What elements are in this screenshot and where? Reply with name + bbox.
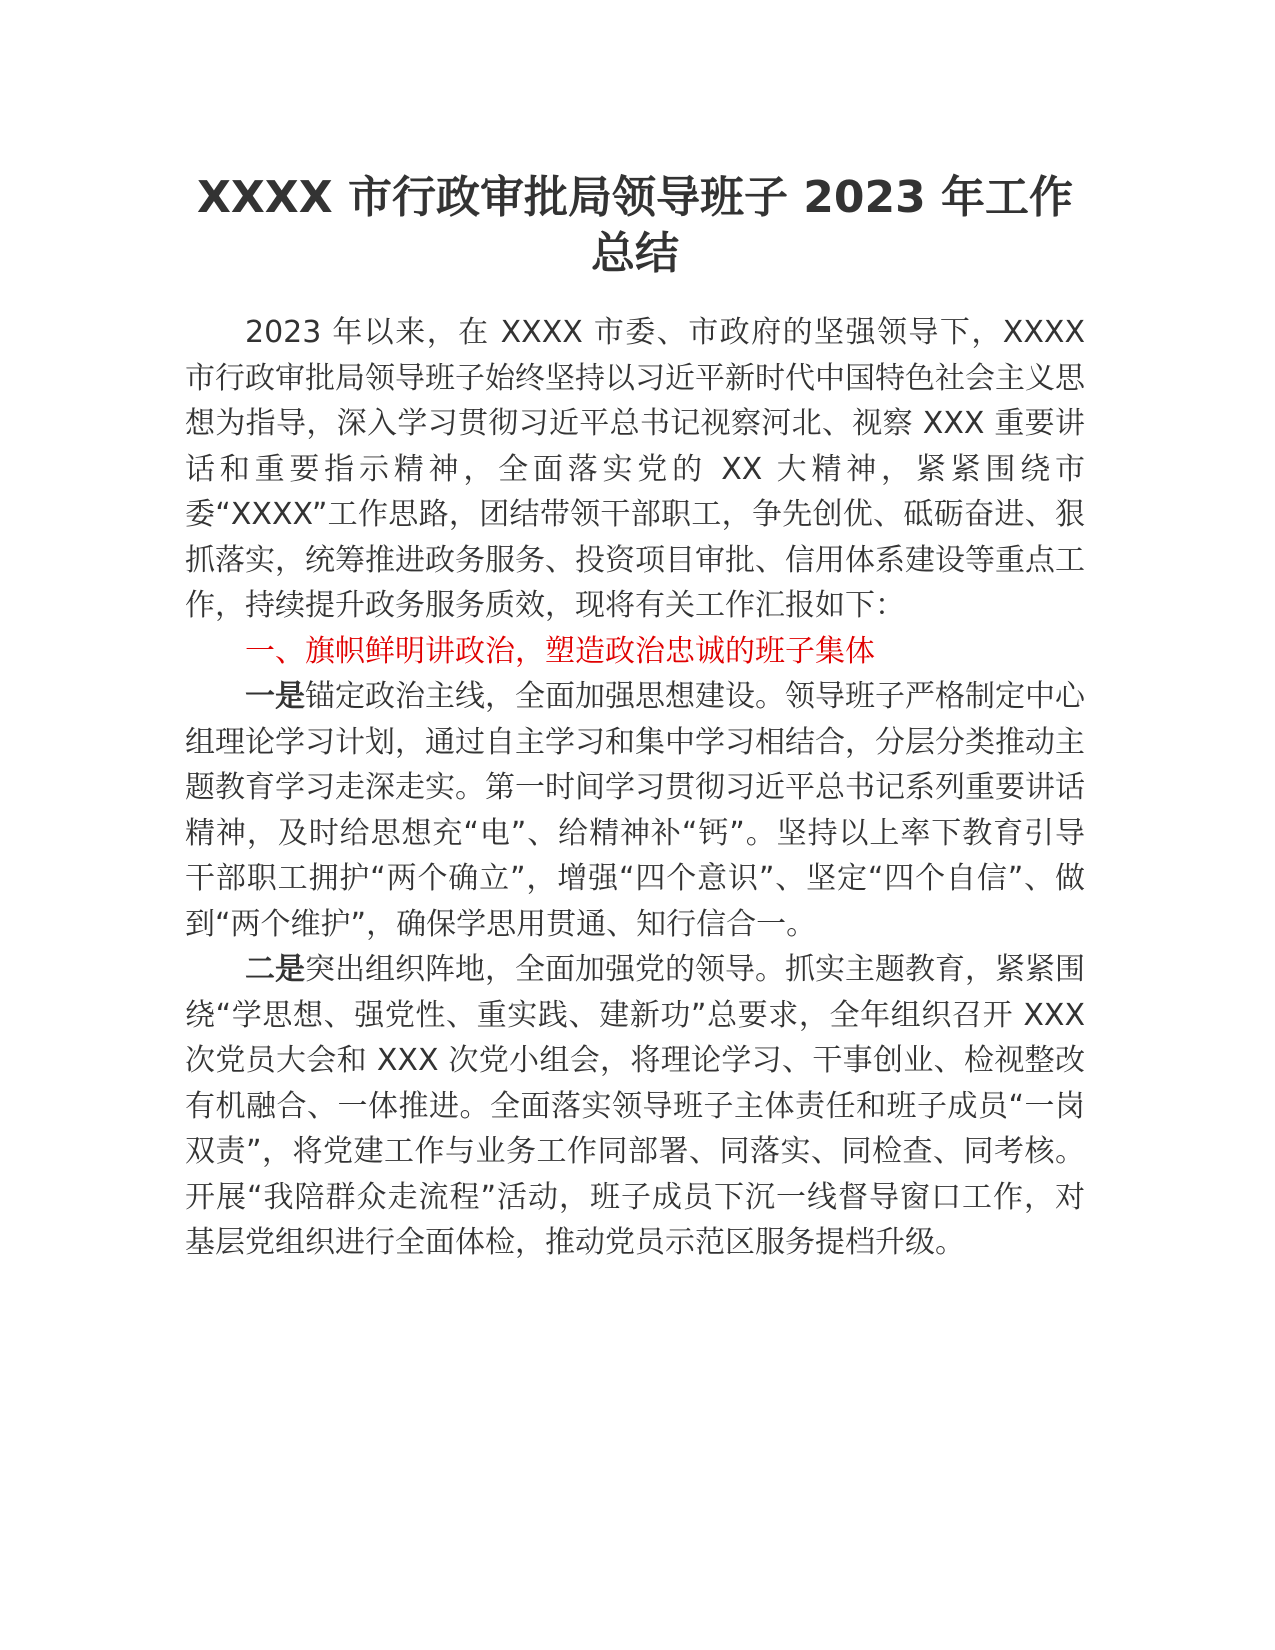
item-lead-2: 二是 [245,952,305,987]
document-page [185,170,1085,1266]
item-text-2: 突出组织阵地，全面加强党的领导。抓实主题教育，紧紧围绕“学思想、强党性、重实践、建新功”总要求，全年组织召开 XXX 次党员大会和 XXX 次党小组会，将理论学习、干事创业、检视整改有机融合、一体推进。全面落实领导班子主体责任和班子成员“一岗双责”，将党建工作与业务工作同部署、同落实、同检查、同考核。开展“我陪群众走流程”活动，班子成员下沉一线督导窗口工作，对基层党组织进行全面体检，推动党员示范区服务提档升级。 [185,952,1085,1260]
title-line-1: XXXX 市行政审批局领导班子 2023 年工作 [196,172,1074,223]
item-paragraph-2 [185,947,1085,1266]
title-line-2: 总结 [591,228,679,279]
item-paragraph-1 [185,674,1085,947]
section-heading-1: 一、旗帜鲜明讲政治，塑造政治忠诚的班子集体 [245,633,875,669]
item-text-1: 锚定政治主线，全面加强思想建设。领导班子严格制定中心组理论学习计划，通过自主学习和集中学习相结合，分层分类推动主题教育学习走深走实。第一时间学习贯彻习近平总书记系列重要讲话精神，及时给思想充“电”、给精神补“钙”。坚持以上率下教育引导干部职工拥护“两个确立”，增强“四个意识”、坚定“四个自信”、做到“两个维护”，确保学思用贯通、知行信合一。 [185,679,1085,942]
document-title [185,170,1085,282]
intro-paragraph: 2023 年以来，在 XXXX 市委、市政府的坚强领导下，XXXX 市行政审批局领导班子始终坚持以习近平新时代中国特色社会主义思想为指导，深入学习贯彻习近平总书记视察河北、视察 XXX 重要讲话和重要指示精神，全面落实党的 XX 大精神，紧紧围绕市委“XXXX”工作思路，团结带领干部职工，争先创优、砥砺奋进、狠抓落实，统筹推进政务服务、投资项目审批、信用体系建设等重点工作，持续提升政务服务质效，现将有关工作汇报如下： [185,315,1085,623]
item-lead-1: 一是 [245,679,305,714]
